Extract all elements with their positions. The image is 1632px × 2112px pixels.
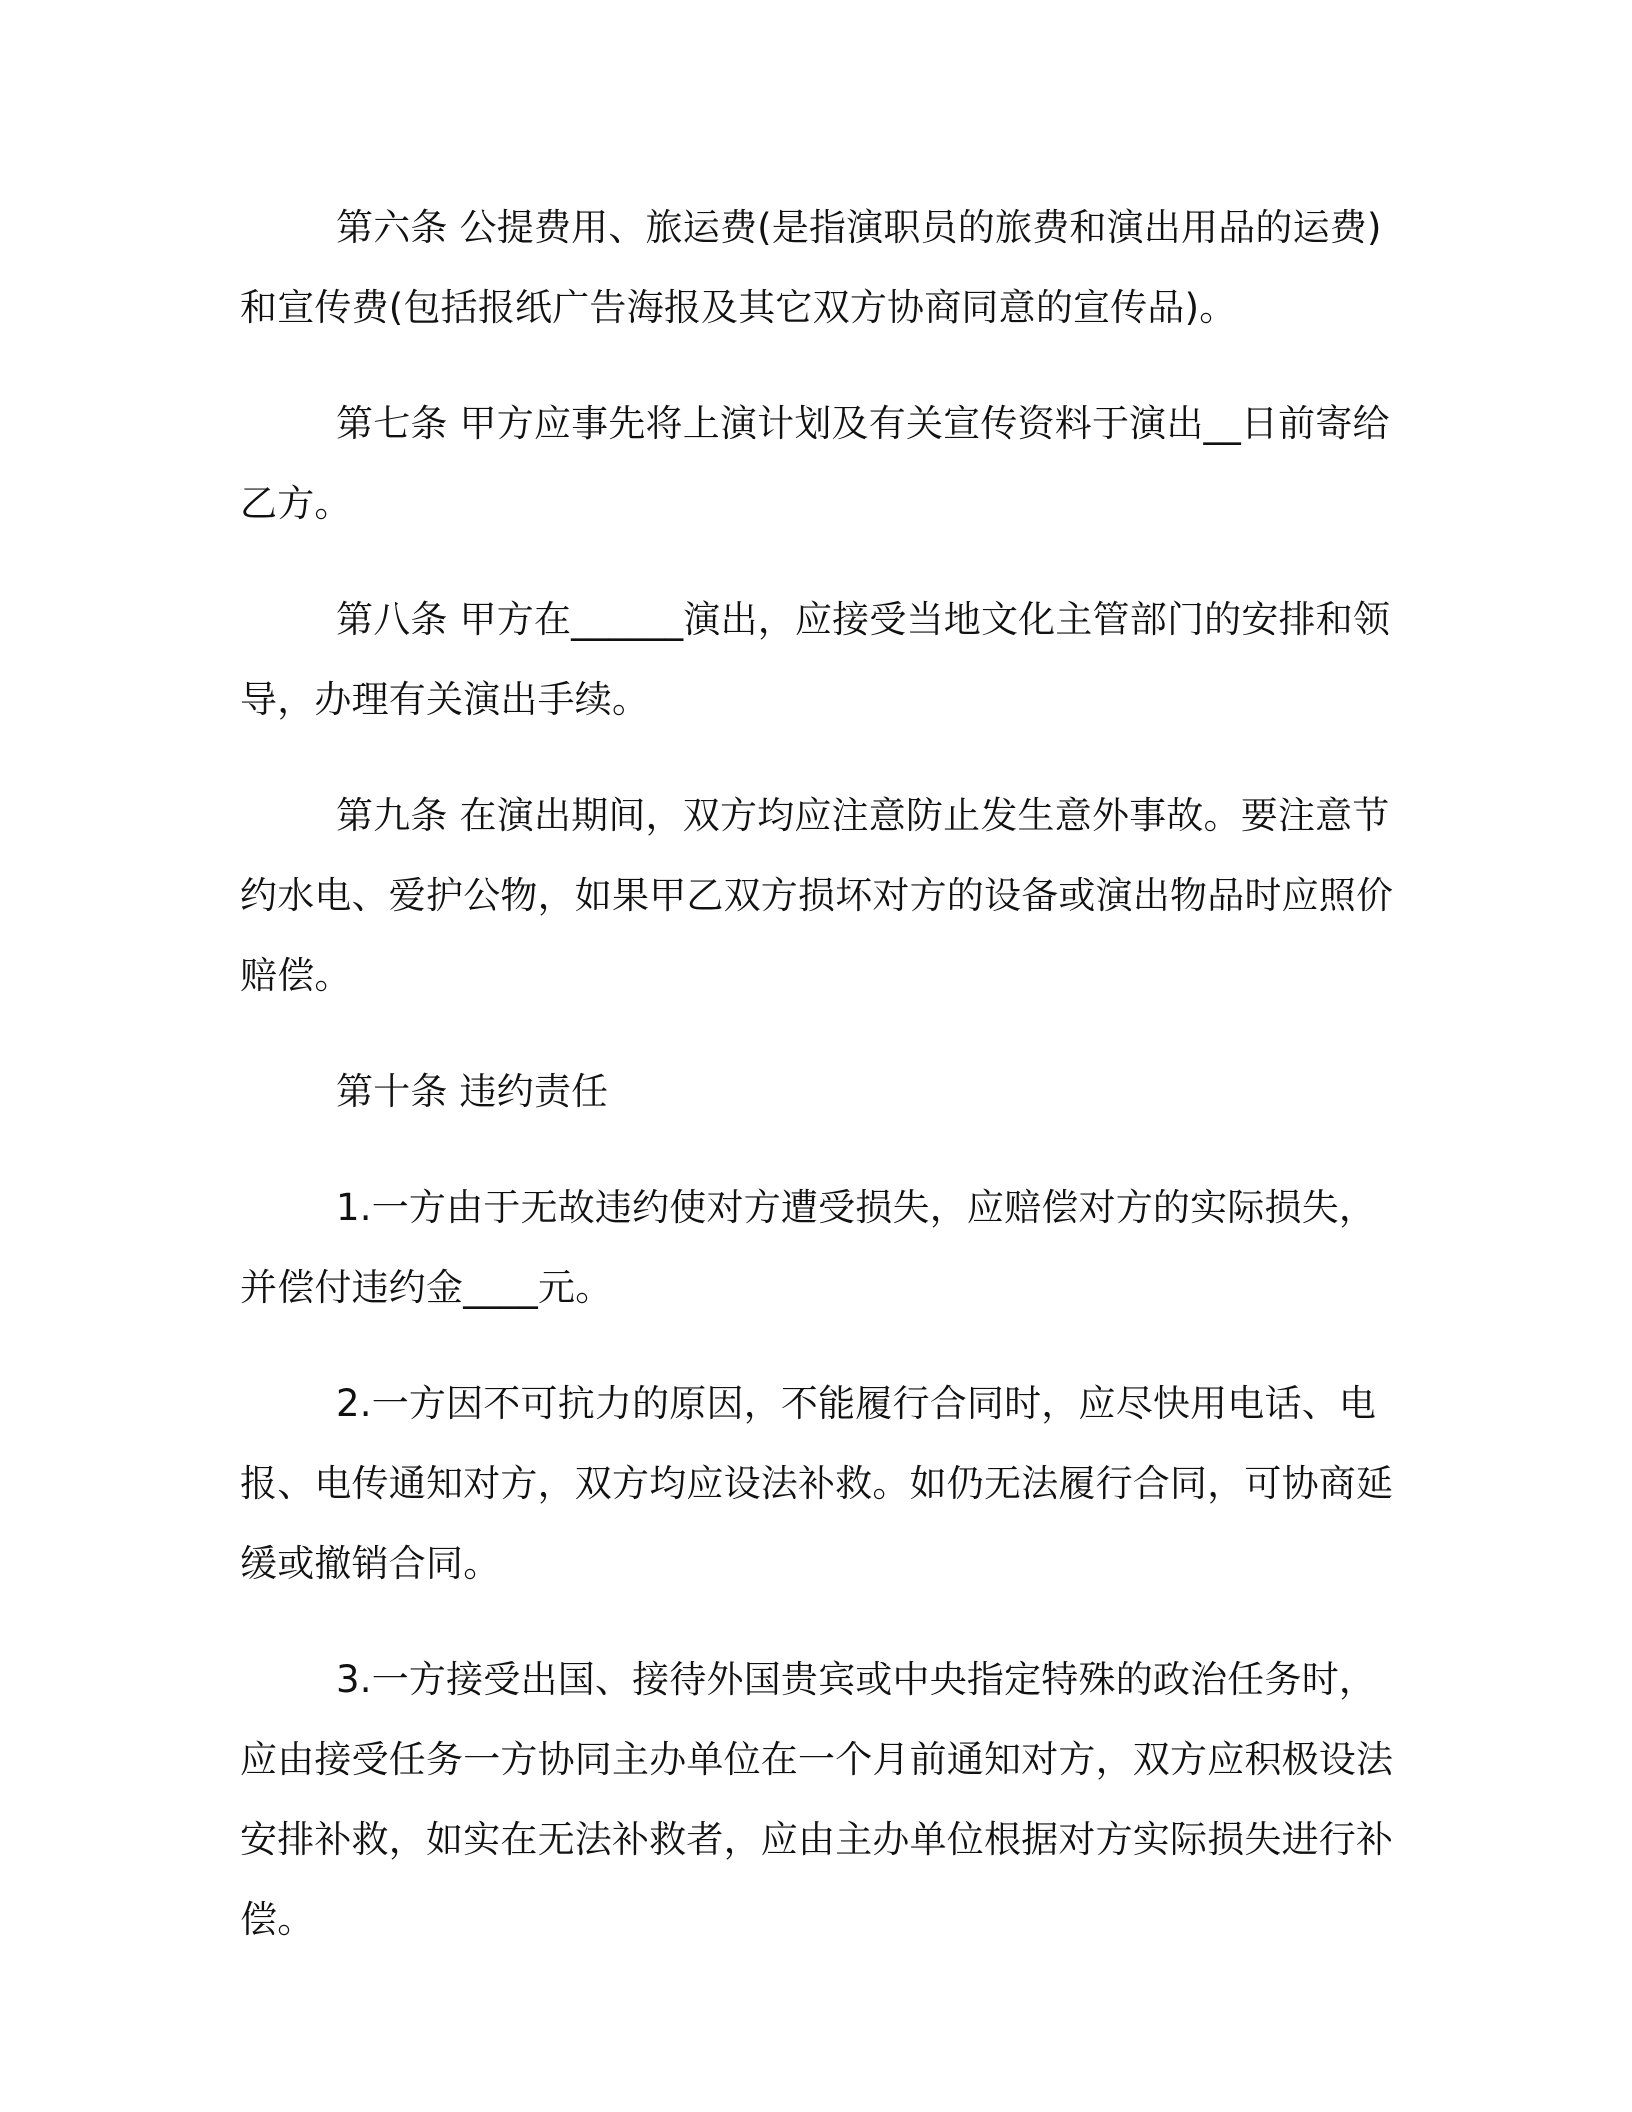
article-10-clause-2: 2.一方因不可抗力的原因，不能履行合同时，应尽快用电话、电报、电传通知对方，双方均应设法补救。如仍无法履行合同，可协商延缓或撤销合同。 (240, 1382, 1394, 1585)
article-7-paragraph: 第七条 甲方应事先将上演计划及有关宣传资料于演出__日前寄给乙方。 (240, 402, 1390, 525)
article-8-paragraph: 第八条 甲方在______演出，应接受当地文化主管部门的安排和领导，办理有关演出手续。 (240, 598, 1391, 721)
article-6-paragraph: 第六条 公提费用、旅运费(是指演职员的旅费和演出用品的运费)和宣传费(包括报纸广告海报及其它双方协商同意的宣传品)。 (240, 206, 1382, 329)
article-10-clause-1: 1.一方由于无故违约使对方遭受损失，应赔偿对方的实际损失，并偿付违约金____元。 (240, 1186, 1377, 1309)
article-9-paragraph: 第九条 在演出期间，双方均应注意防止发生意外事故。要注意节约水电、爱护公物，如果甲乙双方损坏对方的设备或演出物品时应照价赔偿。 (240, 794, 1394, 997)
article-10-clause-3: 3.一方接受出国、接待外国贵宾或中央指定特殊的政治任务时，应由接受任务一方协同主办单位在一个月前通知对方，双方应积极设法安排补救，如实在无法补救者，应由主办单位根据对方实际损失进行补偿。 (240, 1658, 1394, 1941)
article-10-heading: 第十条 违约责任 (336, 1070, 609, 1113)
document-page (240, 188, 1400, 1960)
